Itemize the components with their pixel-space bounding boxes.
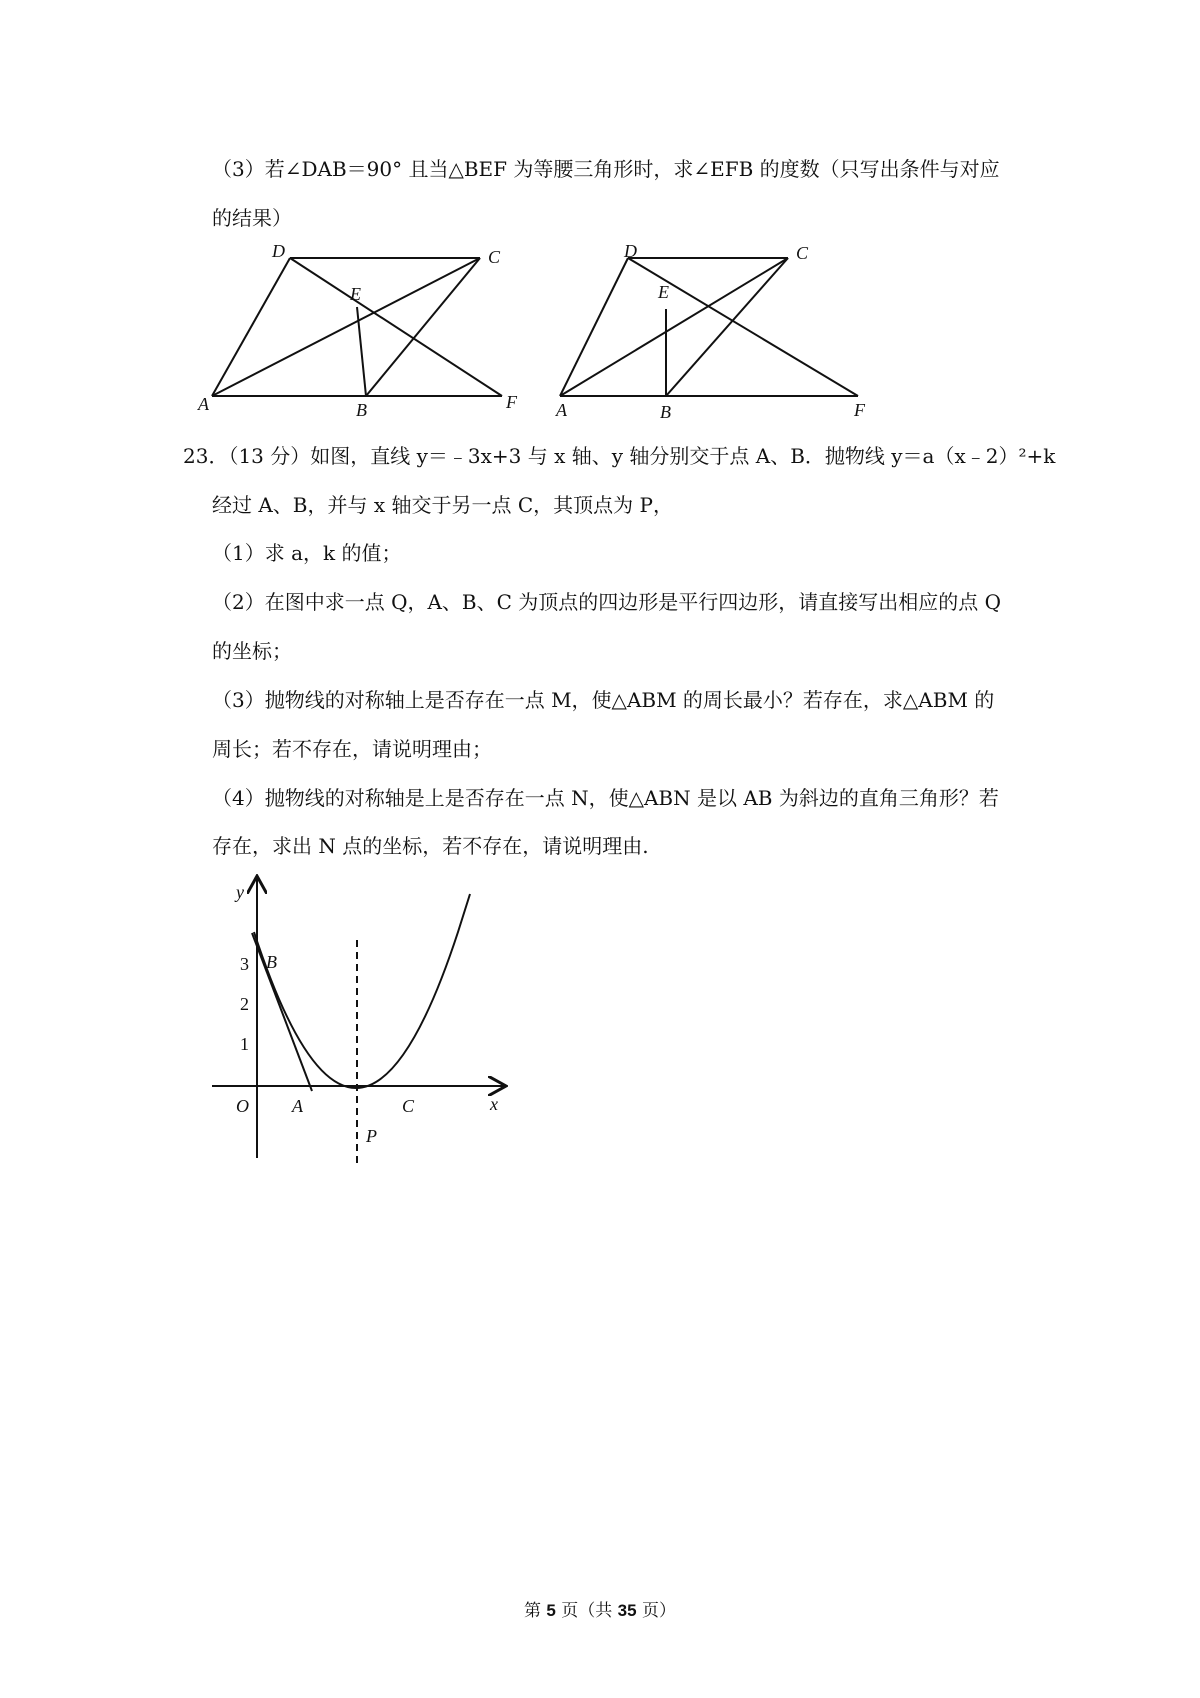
parallelogram-figure-2 [548, 240, 878, 420]
parabola-curve [254, 894, 470, 1088]
point-a-label: A [292, 1096, 303, 1116]
q22-part3-line2: 的结果） [212, 206, 292, 230]
point-c-label: C [402, 1096, 415, 1116]
q23-part2-line2: 的坐标； [212, 639, 292, 663]
q23-part4-line2: 存在，求出 N 点的坐标，若不存在，请说明理由. [212, 834, 649, 858]
page-footer [0, 1599, 1200, 1623]
q23-part4-line1: （4）抛物线的对称轴是上是否存在一点 N，使△ABN 是以 AB 为斜边的直角三角形？若 [212, 786, 999, 810]
footer-middle: 页（共 [555, 1601, 618, 1621]
point-p-label: P [366, 1126, 377, 1146]
line-ab [252, 933, 312, 1091]
label-e: E [658, 282, 669, 302]
q23-line2: 经过 A、B，并与 x 轴交于另一点 C，其顶点为 P， [212, 493, 673, 517]
label-d: D [624, 241, 637, 261]
footer-page-number: 5 [546, 1601, 556, 1620]
origin-label: O [236, 1096, 249, 1116]
q23-line1: 23．（13 分）如图，直线 y＝﹣3x+3 与 x 轴、y 轴分别交于点 A、B．抛物线 y＝a（x﹣2）²+k [183, 444, 1056, 468]
label-b: B [356, 400, 367, 420]
point-b-label: B [266, 952, 277, 972]
label-a: A [198, 394, 209, 414]
label-c: C [488, 247, 501, 267]
label-d: D [272, 241, 285, 261]
tick-2: 2 [240, 994, 249, 1014]
parabola-graph [200, 870, 520, 1170]
tick-1: 1 [240, 1034, 249, 1054]
q23-part3-line2: 周长；若不存在，请说明理由； [212, 737, 492, 761]
footer-prefix: 第 [523, 1601, 547, 1621]
label-e: E [350, 284, 361, 304]
footer-total-pages: 35 [617, 1601, 637, 1620]
q23-part2-line1: （2）在图中求一点 Q，A、B、C 为顶点的四边形是平行四边形，请直接写出相应的点 Q [212, 590, 1002, 614]
label-f: F [506, 392, 517, 412]
q22-part3-line1: （3）若∠DAB＝90° 且当△BEF 为等腰三角形时，求∠EFB 的度数（只写出条件与对应 [212, 157, 1000, 181]
label-b: B [660, 402, 671, 422]
y-axis-label: y [236, 882, 244, 902]
label-a: A [556, 400, 567, 420]
parallelogram-figure-1 [198, 240, 520, 420]
label-f: F [854, 400, 865, 420]
q23-part3-line1: （3）抛物线的对称轴上是否存在一点 M，使△ABM 的周长最小？若存在，求△ABM 的 [212, 688, 995, 712]
q23-part1: （1）求 a，k 的值； [212, 541, 402, 565]
x-axis-label: x [490, 1094, 498, 1114]
label-c: C [796, 243, 809, 263]
tick-3: 3 [240, 954, 249, 974]
footer-suffix: 页） [636, 1601, 676, 1621]
